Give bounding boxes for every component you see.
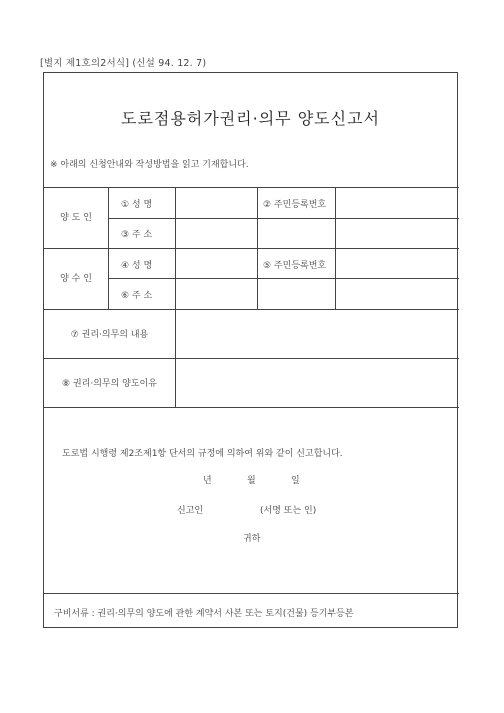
transferee-address-label: ⑥ 주 소 bbox=[121, 291, 153, 301]
divider bbox=[44, 309, 459, 310]
divider bbox=[44, 407, 459, 408]
year-label: 년 bbox=[203, 476, 212, 486]
rights-content-label: ⑦ 권리·의무의 내용 bbox=[70, 330, 149, 340]
divider bbox=[175, 187, 176, 407]
divider bbox=[44, 187, 459, 188]
divider bbox=[44, 358, 459, 359]
day-label: 일 bbox=[291, 476, 300, 486]
divider bbox=[108, 218, 459, 219]
transfer-reason-label: ⑧ 권리·의무의 양도이유 bbox=[62, 379, 157, 389]
month-label: 월 bbox=[247, 476, 256, 486]
transferee-id-label: ⑤ 주민등록번호 bbox=[263, 261, 327, 271]
form-reference: [별지 제1호의2서식] (신설 94. 12. 7) bbox=[40, 58, 207, 69]
transferor-id-label: ② 주민등록번호 bbox=[263, 200, 327, 210]
divider bbox=[44, 248, 459, 249]
divider bbox=[257, 187, 258, 309]
divider bbox=[335, 187, 336, 309]
addressee-label: 귀하 bbox=[243, 534, 261, 544]
transferor-label: 양 도 인 bbox=[60, 213, 92, 223]
signature-note: (서명 또는 인) bbox=[260, 506, 317, 516]
required-documents: 구비서류 : 권리·의무의 양도에 관한 계약서 사본 또는 토지(건물) 등기부등본 bbox=[54, 609, 354, 619]
divider bbox=[108, 187, 109, 309]
reporter-label: 신고인 bbox=[177, 506, 204, 516]
instruction-notice: ※ 아래의 신청안내와 작성방법을 읽고 기재합니다. bbox=[50, 160, 249, 170]
report-form bbox=[43, 72, 458, 628]
transferor-address-label: ③ 주 소 bbox=[121, 230, 153, 240]
transferor-name-label: ① 성 명 bbox=[121, 200, 153, 210]
divider bbox=[44, 593, 459, 594]
transferee-name-label: ④ 성 명 bbox=[121, 261, 153, 271]
transferee-label: 양 수 인 bbox=[60, 274, 92, 284]
declaration-statement: 도로법 시행령 제2조제1항 단서의 규정에 의하여 위와 같이 신고합니다. bbox=[62, 449, 343, 459]
page-title: 도로점용허가권리·의무 양도신고서 bbox=[120, 109, 380, 128]
divider bbox=[108, 278, 459, 279]
